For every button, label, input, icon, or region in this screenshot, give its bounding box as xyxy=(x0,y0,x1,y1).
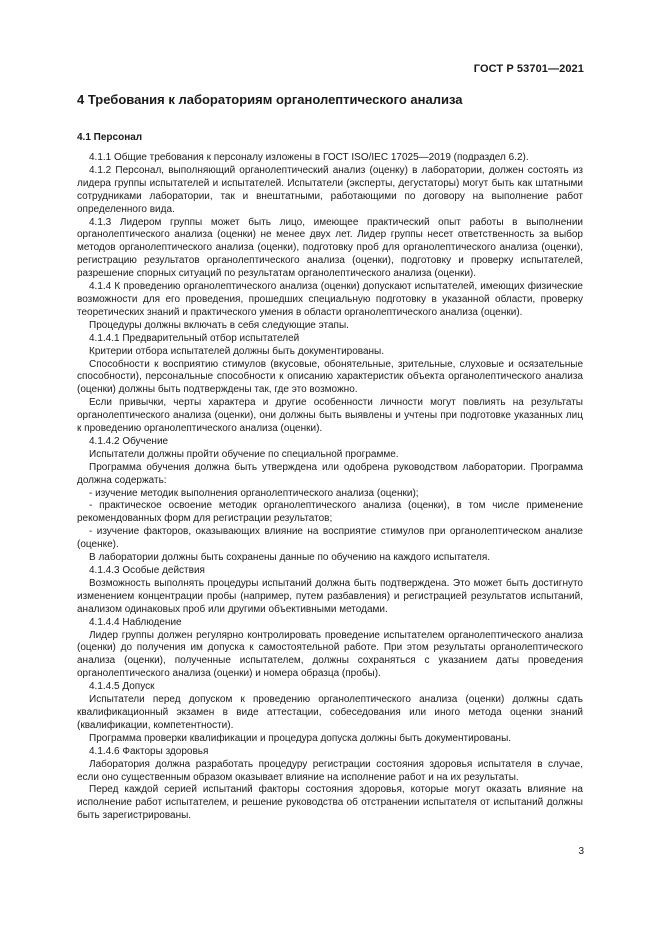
clause-heading: 4.1.4.5 Допуск xyxy=(89,681,155,693)
paragraph: Способности к восприятию стимулов (вкусовые, обонятельные, зрительные, слуховые и осязательные способности), персональные способности к описанию характеристик объекта органолептического анализа (оценки) должны быть подтверждены так, где это возможно. xyxy=(77,358,583,396)
clause-heading: 4.1.4.1 Предварительный отбор испытателей xyxy=(89,332,300,344)
page-number: 3 xyxy=(578,846,584,857)
list-item: - изучение методик выполнения органолептического анализа (оценки); xyxy=(89,487,419,499)
paragraph: Программа обучения должна быть утверждена или одобрена руководством лаборатории. Программа должна содержать: xyxy=(77,461,583,486)
paragraph: Возможность выполнять процедуры испытаний должна быть подтверждена. Это может быть достигнуто изменением концентрации пробы (например, путем разбавления) и регистрацией результатов испытаний, анализом одинаковых проб или другими объективными методами. xyxy=(77,577,583,615)
list-item: - изучение факторов, оказывающих влияние на восприятие стимулов при органолептическом анализе (оценке). xyxy=(77,526,583,551)
paragraph: Перед каждой серией испытаний факторы состояния здоровья, которые могут оказать влияние на исполнение работ испытателем, и решение руководства об отстранении испытателя от испытаний должны быть зарегистрированы. xyxy=(77,784,583,822)
paragraph: В лаборатории должны быть сохранены данные по обучению на каждого испытателя. xyxy=(89,552,491,564)
section-title: 4 Требования к лабораториям органолептического анализа xyxy=(77,92,463,107)
list-item: - практическое освоение методик органолептического анализа (оценки), в том числе применение рекомендованных форм для регистрации результатов; xyxy=(77,500,583,525)
paragraph: Лидер группы должен регулярно контролировать проведение испытателем органолептического анализа (оценки) до получения им допуска к самостоятельной работе. При этом результаты органолептического анализа (оценки), полученные испытателем, должны сохраняться с указанием даты проведения органолептического анализа (оценки) и номера образца (пробы). xyxy=(77,629,583,680)
paragraph: Процедуры должны включать в себя следующие этапы. xyxy=(89,319,349,331)
paragraph: 4.1.1 Общие требования к персоналу изложены в ГОСТ ISO/IEC 17025—2019 (подраздел 6.2). xyxy=(89,152,529,163)
page-content xyxy=(77,92,583,823)
subsection-title: 4.1 Персонал xyxy=(77,132,143,143)
body-text xyxy=(77,152,583,823)
paragraph: Если привычки, черты характера и другие особенности личности могут повлиять на результаты органолептического анализа (оценки), они должны быть выявлены и учтены при подготовке указанных лиц к проведению органолептического анализа (оценки). xyxy=(77,397,583,435)
standard-code: ГОСТ Р 53701—2021 xyxy=(473,63,584,75)
clause-heading: 4.1.4.4 Наблюдение xyxy=(89,616,182,628)
paragraph: Лаборатория должна разработать процедуру регистрации состояния здоровья испытателя в случае, если оно существенным образом оказывает влияние на исполнение работ и на их результаты. xyxy=(77,758,583,783)
paragraph: Испытатели перед допуском к проведению органолептического анализа (оценки) должны сдать квалификационный экзамен в виде аттестации, собеседования или иного метода оценки знаний (квалификации, компетентности). xyxy=(77,694,583,731)
clause-heading: 4.1.4.3 Особые действия xyxy=(89,565,205,576)
paragraph: 4.1.2 Персонал, выполняющий органолептический анализ (оценку) в лаборатории, должен состоять из лидера группы испытателей и испытателей. Испытатели (эксперты, дегустаторы) могут быть как штатными сотрудниками лаборатории, так и внештатными, работающими по договору на выполнение работ определенного вида. xyxy=(77,164,583,215)
clause-heading: 4.1.4.6 Факторы здоровья xyxy=(89,745,209,757)
paragraph: 4.1.3 Лидером группы может быть лицо, имеющее практический опыт работы в выполнении органолептического анализа (оценки) не менее двух лет. Лидер группы несет ответственность за выбор методов органолептического анализа (оценки), подготовку проб для органолептического анализа (оценки), регистрацию результатов органолептического анализа (оценки), подготовку и проверку испытателей, разрешение спорных ситуаций по результатам органолептического анализа (оценки). xyxy=(77,216,583,280)
paragraph: 4.1.4 К проведению органолептического анализа (оценки) допускают испытателей, имеющих физические возможности для его проведения, прошедших специальную подготовку в указанной области, проверку теоретических знаний и практического умения в области органолептического анализа (оценки). xyxy=(77,281,583,318)
paragraph: Испытатели должны пройти обучение по специальной программе. xyxy=(89,448,399,460)
clause-heading: 4.1.4.2 Обучение xyxy=(89,435,169,447)
paragraph: Критерии отбора испытателей должны быть документированы. xyxy=(89,345,385,357)
paragraph: Программа проверки квалификации и процедура допуска должны быть документированы. xyxy=(89,732,512,744)
